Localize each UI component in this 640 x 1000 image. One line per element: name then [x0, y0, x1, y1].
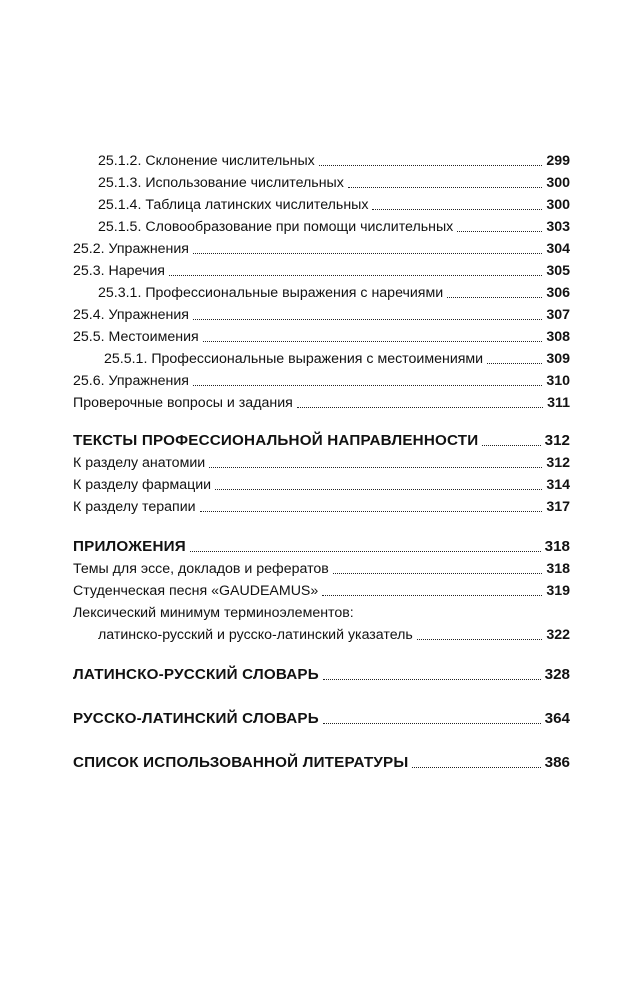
toc-section-heading	[0, 538, 640, 556]
dot-leader	[200, 507, 543, 512]
dot-leader	[322, 591, 542, 596]
dot-leader	[487, 359, 542, 364]
toc-entry	[0, 372, 640, 390]
toc-entry-title: 25.5.1. Профессиональные выражения с местоимениями	[104, 351, 484, 367]
toc-entry	[0, 498, 640, 516]
toc-entry	[0, 626, 640, 644]
dot-leader	[412, 763, 540, 768]
dot-leader	[203, 337, 543, 342]
toc-entry-title: Темы для эссе, докладов и рефератов	[73, 561, 329, 577]
toc-entry-title: 25.1.3. Использование числительных	[98, 175, 344, 191]
dot-leader	[323, 675, 541, 680]
toc-entry-page-number: 317	[546, 499, 570, 515]
toc-entry	[0, 328, 640, 346]
toc-entry	[0, 454, 640, 472]
dot-leader	[323, 719, 541, 724]
toc-entry-title: 25.2. Упражнения	[73, 241, 189, 257]
toc-entry	[0, 218, 640, 236]
toc-entry-page-number: 304	[546, 241, 570, 257]
toc-entry-title: Студенческая песня «GAUDEAMUS»	[73, 583, 319, 599]
toc-entry-page-number: 312	[546, 455, 570, 471]
toc-section-heading	[0, 710, 640, 728]
toc-entry	[0, 196, 640, 214]
dot-leader	[169, 271, 542, 276]
toc-entry-title: 25.1.4. Таблица латинских числительных	[98, 197, 369, 213]
toc-entry	[0, 240, 640, 258]
dot-leader	[457, 227, 542, 232]
toc-entry-title: К разделу анатомии	[73, 455, 206, 471]
toc-entry-page-number: 310	[546, 373, 570, 389]
toc-entry-title: 25.6. Упражнения	[73, 373, 189, 389]
toc-entry	[0, 174, 640, 192]
toc-entry	[0, 262, 640, 280]
dot-leader	[447, 293, 542, 298]
toc-entry	[0, 582, 640, 600]
toc-entry-page-number: 314	[546, 477, 570, 493]
dot-leader	[372, 205, 542, 210]
toc-section-heading	[0, 432, 640, 450]
toc-entry	[0, 152, 640, 170]
toc-entry-page-number: 312	[544, 432, 570, 449]
toc-entry-title: латинско-русский и русско-латинский указатель	[98, 627, 413, 643]
toc-entry-page-number: 318	[546, 561, 570, 577]
dot-leader	[209, 463, 542, 468]
toc-entry-title: 25.4. Упражнения	[73, 307, 189, 323]
toc-entry-page-number: 322	[546, 627, 570, 643]
dot-leader	[333, 569, 542, 574]
toc-entry-title: Лексический минимум терминоэлементов:	[73, 605, 354, 621]
toc-entry-title: ПРИЛОЖЕНИЯ	[73, 538, 186, 555]
toc-entry-page-number: 307	[546, 307, 570, 323]
toc-entry-page-number: 299	[546, 153, 570, 169]
toc-entry-page-number: 309	[546, 351, 570, 367]
toc-entry-title: ЛАТИНСКО-РУССКИЙ СЛОВАРЬ	[73, 666, 319, 683]
dot-leader	[190, 547, 541, 552]
toc-entry-title: 25.3.1. Профессиональные выражения с наречиями	[98, 285, 444, 301]
toc-entry	[0, 350, 640, 368]
toc-entry-page-number: 328	[544, 666, 570, 683]
toc-entry-title: К разделу терапии	[73, 499, 196, 515]
toc-entry-page-number: 318	[544, 538, 570, 555]
toc-entry-title: 25.3. Наречия	[73, 263, 165, 279]
toc-entry	[0, 604, 640, 622]
toc-entry-page-number: 308	[546, 329, 570, 345]
toc-entry-title: 25.1.2. Склонение числительных	[98, 153, 315, 169]
toc-entry	[0, 394, 640, 412]
toc-entry-page-number: 311	[547, 395, 570, 411]
toc-entry-page-number: 386	[544, 754, 570, 771]
dot-leader	[215, 485, 542, 490]
toc-entry-page-number: 303	[546, 219, 570, 235]
dot-leader	[193, 315, 542, 320]
toc-entry	[0, 306, 640, 324]
toc-entry-title: СПИСОК ИСПОЛЬЗОВАННОЙ ЛИТЕРАТУРЫ	[73, 754, 409, 771]
dot-leader	[417, 635, 543, 640]
toc-entry-page-number: 319	[546, 583, 570, 599]
toc-entry-title: ТЕКСТЫ ПРОФЕССИОНАЛЬНОЙ НАПРАВЛЕННОСТИ	[73, 432, 479, 449]
toc-entry-title: 25.5. Местоимения	[73, 329, 199, 345]
dot-leader	[348, 183, 543, 188]
toc-entry-page-number: 364	[544, 710, 570, 727]
toc-section-heading	[0, 666, 640, 684]
dot-leader	[319, 161, 543, 166]
toc-entry	[0, 284, 640, 302]
dot-leader	[193, 381, 542, 386]
toc-entry-page-number: 306	[546, 285, 570, 301]
toc-section-heading	[0, 754, 640, 772]
dot-leader	[297, 403, 543, 408]
toc-entry-page-number: 305	[546, 263, 570, 279]
toc-entry-title: РУССКО-ЛАТИНСКИЙ СЛОВАРЬ	[73, 710, 319, 727]
toc-entry	[0, 560, 640, 578]
dot-leader	[193, 249, 542, 254]
toc-entry-page-number: 300	[546, 175, 570, 191]
toc-entry-title: 25.1.5. Словообразование при помощи числительных	[98, 219, 454, 235]
toc-entry-title: Проверочные вопросы и задания	[73, 395, 293, 411]
toc-entry-title: К разделу фармации	[73, 477, 212, 493]
dot-leader	[482, 441, 540, 446]
toc-entry	[0, 476, 640, 494]
toc-entry-page-number: 300	[546, 197, 570, 213]
